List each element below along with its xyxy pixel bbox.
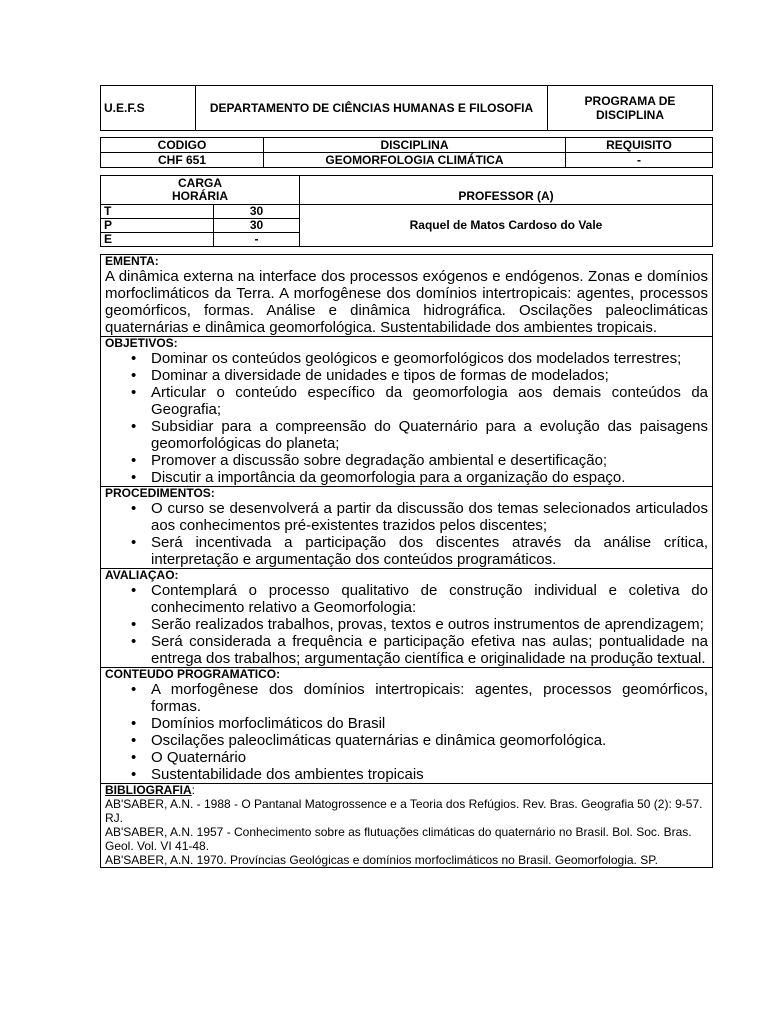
conteudo-section bbox=[101, 668, 713, 784]
objetivos-list bbox=[105, 350, 708, 486]
avaliacao-list bbox=[105, 582, 708, 667]
workload-table bbox=[100, 175, 713, 247]
objetivos-label: OBJETIVOS: bbox=[105, 336, 178, 350]
program-table bbox=[100, 254, 713, 868]
bibliografia-label: BIBLIOGRAFIA bbox=[105, 783, 192, 797]
workload-hours-t: 30 bbox=[214, 205, 300, 219]
workload-label-cell bbox=[101, 176, 300, 205]
discipline-label: DISCIPLINA bbox=[264, 138, 566, 153]
list-item: • Promover a discussão sobre degradação ambiental e desertificação; bbox=[151, 452, 708, 469]
list-item: • Sustentabilidade dos ambientes tropicais bbox=[151, 766, 708, 783]
list-item: • Dominar os conteúdos geológicos e geomorfológicos dos modelados terrestres; bbox=[151, 350, 708, 367]
bibliografia-section bbox=[101, 784, 713, 868]
workload-hours-e: - bbox=[214, 233, 300, 247]
procedimentos-section bbox=[101, 487, 713, 569]
course-discipline: GEOMORFOLOGIA CLIMÁTICA bbox=[264, 153, 566, 168]
code-label: CODIGO bbox=[101, 138, 264, 153]
course-table bbox=[100, 137, 713, 168]
header-table bbox=[100, 85, 713, 131]
conteudo-list bbox=[105, 681, 708, 783]
list-item: • Contemplará o processo qualitativo de construção individual e coletiva do conhecimento relativo a Geomorfologia: bbox=[151, 582, 708, 616]
list-item: • Domínios morfoclimáticos do Brasil bbox=[151, 715, 708, 732]
workload-type-e: E bbox=[101, 233, 214, 247]
list-item: • Subsidiar para a compreensão do Quaternário para a evolução das paisagens geomorfológicas do planeta; bbox=[151, 418, 708, 452]
list-item: • O Quaternário bbox=[151, 749, 708, 766]
list-item: • Será incentivada a participação dos discentes através da análise crítica, interpretação e argumentação dos conteúdos programáticos. bbox=[151, 534, 708, 568]
bibliografia-colon: : bbox=[191, 783, 196, 797]
ementa-section bbox=[101, 255, 713, 337]
institution-cell bbox=[101, 86, 196, 131]
professor-label: PROFESSOR (A) bbox=[300, 176, 713, 205]
avaliacao-section bbox=[101, 569, 713, 668]
list-item: • Articular o conteúdo específico da geomorfologia aos demais conteúdos da Geografia; bbox=[151, 384, 708, 418]
list-item: • Será considerada a frequência e participação efetiva nas aulas; pontualidade na entrega dos trabalhos; argumentação científica e originalidade na produção textual. bbox=[151, 633, 708, 667]
workload-label: CARGA HORÁRIA bbox=[172, 176, 228, 203]
institution: U.E.F.S bbox=[104, 101, 145, 115]
ementa-label: EMENTA: bbox=[105, 254, 159, 268]
objetivos-section bbox=[101, 337, 713, 487]
conteudo-label: CONTEUDO PROGRAMATICO: bbox=[105, 667, 281, 681]
requirement-label: REQUISITO bbox=[566, 138, 713, 153]
doc-type-cell bbox=[548, 86, 713, 131]
department-cell bbox=[196, 86, 548, 131]
professor-name: Raquel de Matos Cardoso do Vale bbox=[300, 205, 713, 247]
workload-hours-p: 30 bbox=[214, 219, 300, 233]
bibliography-entry: AB'SABER, A.N. - 1988 - O Pantanal Matogrossence e a Teoria dos Refúgios. Rev. Bras. Geografia 50 (2): 9-57. RJ. bbox=[105, 797, 703, 825]
ementa-text: A dinâmica externa na interface dos processos exógenos e endógenos. Zonas e domínios morfoclimáticos da Terra. A morfogênese dos domínios intertropicais: agentes, processos geomórficos, formas. Análise e dinâmica hidrográfica. Oscilações paleoclimáticas quaternárias e dinâmica geomorfológica. Sustentabilidade dos ambientes tropicais. bbox=[105, 268, 708, 336]
bibliography-entry: AB'SABER, A.N. 1970. Províncias Geológicas e domínios morfoclimáticos no Brasil. Geomorfologia. SP. bbox=[105, 853, 658, 867]
list-item: • Serão realizados trabalhos, provas, textos e outros instrumentos de aprendizagem; bbox=[151, 616, 708, 633]
workload-type-t: T bbox=[101, 205, 214, 219]
list-item: • Discutir a importância da geomorfologia para a organização do espaço. bbox=[151, 469, 708, 486]
course-requirement: - bbox=[566, 153, 713, 168]
bibliography-entry: AB'SABER, A.N. 1957 - Conhecimento sobre as flutuações climáticas do quaternário no Brasil. Bol. Soc. Bras. Geol. Vol. VI 41-48. bbox=[105, 825, 692, 853]
list-item: • Dominar a diversidade de unidades e tipos de formas de modelados; bbox=[151, 367, 708, 384]
doc-type: PROGRAMA DE DISCIPLINA bbox=[584, 94, 676, 122]
avaliacao-label: AVALIAÇAO: bbox=[105, 568, 179, 582]
workload-type-p: P bbox=[101, 219, 214, 233]
list-item: • Oscilações paleoclimáticas quaternárias e dinâmica geomorfológica. bbox=[151, 732, 708, 749]
procedimentos-label: PROCEDIMENTOS: bbox=[105, 486, 215, 500]
list-item: • A morfogênese dos domínios intertropicais: agentes, processos geomórficos, formas. bbox=[151, 681, 708, 715]
department: DEPARTAMENTO DE CIÊNCIAS HUMANAS E FILOSOFIA bbox=[209, 101, 534, 115]
course-code: CHF 651 bbox=[101, 153, 264, 168]
list-item: • O curso se desenvolverá a partir da discussão dos temas selecionados articulados aos conhecimentos pré-existentes trazidos pelos discentes; bbox=[151, 500, 708, 534]
procedimentos-list bbox=[105, 500, 708, 568]
